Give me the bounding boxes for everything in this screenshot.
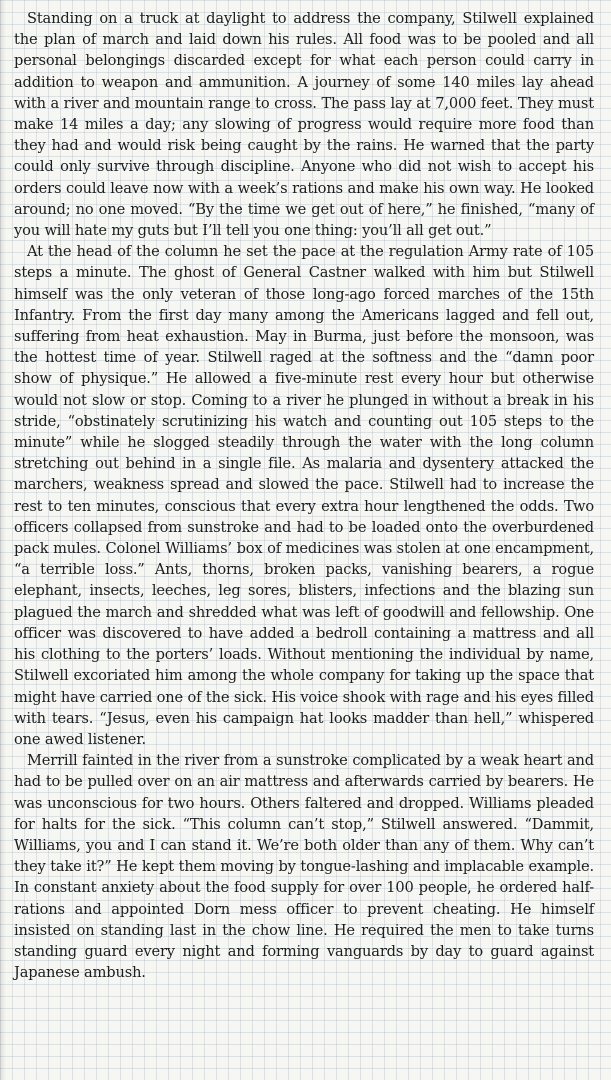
paragraph-1: Standing on a truck at daylight to address the company, Stilwell explained the plan of march and laid down his rules. All food was to be pooled and all personal belongings discarded except for what each person could carry in addition to weapon and ammunition. A journey of some 140 miles lay ahead with a river and mountain range to cross. The pass lay at 7,000 feet. They must make 14 miles a day; any slowing of progress would require more food than they had and would risk being caught by the rains. He warned that the party could only survive through discipline. Anyone who did not wish to accept his orders could leave now with a week’s rations and make his own way. He looked around; no one moved. “By the time we get out of here,” he finished, “many of you will hate my guts but I’ll tell you one thing: you’ll all get out.” <box>14 10 594 240</box>
page-edge-shadow <box>0 0 6 1080</box>
paragraph-2: At the head of the column he set the pace at the regulation Army rate of 105 steps a minute. The ghost of General Castner walked with him but Stilwell himself was the only veteran of those long-ago forced marches of the 15th Infantry. From the first day many among the Americans lagged and fell out, suffering from heat exhaustion. May in Burma, just before the monsoon, was the hottest time of year. Stilwell raged at the softness and the “damn poor show of physique.” He allowed a five-minute rest every hour but otherwise would not slow or stop. Coming to a river he plunged in without a break in his stride, “obstinately scrutinizing his watch and counting out 105 steps to the minute” while he slogged steadily through the water with the long column stretching out behind in a single file. As malaria and dysentery attacked the marchers, weakness spread and slowed the pace. Stilwell had to increase the rest to ten minutes, conscious that every extra hour lengthened the odds. Two officers collapsed from sunstroke and had to be loaded onto the overburdened pack mules. Colonel Williams’ box of medicines was stolen at one encampment, “a terrible loss.” Ants, thorns, broken packs, vanishing bearers, a rogue elephant, insects, leeches, leg sores, blisters, infections and the blazing sun plagued the march and shredded what was left of goodwill and fellowship. One officer was discovered to have added a bedroll containing a mattress and all his clothing to the porters’ loads. Without mentioning the individual by name, Stilwell excoriated him among the whole company for taking up the space that might have carried one of the sick. His voice shook with rage and his eyes filled with tears. “Jesus, even his campaign hat looks madder than hell,” whispered one awed listener. <box>14 243 594 748</box>
paragraph-3: Merrill fainted in the river from a sunstroke complicated by a weak heart and had to be pulled over on an air mattress and afterwards carried by bearers. He was unconscious for two hours. Others faltered and dropped. Williams pleaded for halts for the sick. “This column can’t stop,” Stilwell answered. “Dammit, Williams, you and I can stand it. We’re both older than any of them. Why can’t they take it?” He kept them moving by tongue-lashing and implacable example. In constant anxiety about the food supply for over 100 people, he ordered half-rations and appointed Dorn mess officer to prevent cheating. He himself insisted on standing last in the chow line. He required the men to take turns standing guard every night and forming vanguards by day to guard against Japanese ambush. <box>14 752 594 982</box>
body-text <box>14 8 594 983</box>
